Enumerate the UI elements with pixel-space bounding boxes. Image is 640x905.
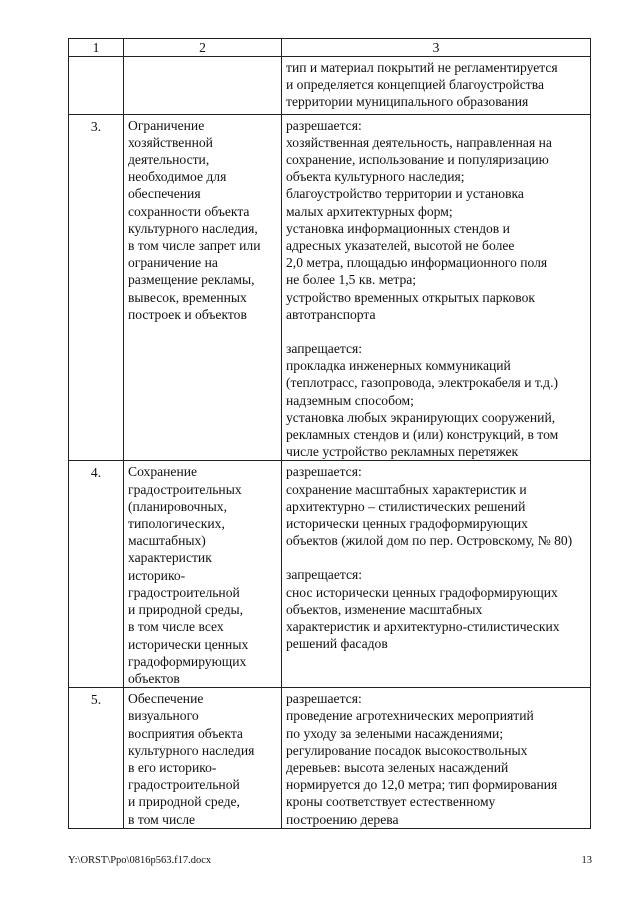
row-description-cell [282,688,591,829]
topic-line: построек и объектов [128,306,247,322]
topic-line: Сохранение [128,464,198,480]
desc-line: установка информационных стендов и [286,220,510,236]
topic-line: и природной среде, [128,794,240,810]
topic-line: масштабных) [128,533,206,549]
continuation-num-cell [69,57,124,115]
desc-line: объектов, изменение масштабных [286,601,483,617]
topic-line: размещение рекламы, [128,272,255,288]
desc-line: благоустройство территории и установка [286,186,524,202]
desc-line: территории муниципального образования [286,94,529,110]
row-number-cell: 3. [69,114,124,461]
topic-line: градостроительной [128,584,240,600]
desc-line: надземным способом; [286,392,414,408]
topic-line: Ограничение [128,117,205,133]
desc-line: установка любых экранирующих сооружений, [286,409,556,425]
header-row [69,39,591,57]
row-description-cell [282,114,591,461]
desc-line: устройство временных открытых парковок [286,289,535,305]
table-row [69,114,591,461]
topic-line: градостроительных [128,481,242,497]
desc-line: и определяется концепцией благоустройства [286,77,544,93]
desc-line: снос исторически ценных градоформирующих [286,584,558,600]
topic-line: необходимое для [128,169,227,185]
row-number-cell: 5. [69,688,124,829]
topic-line: в его историко- [128,759,217,775]
desc-line: кроны соответствует естественному [286,794,496,810]
desc-line: проведение агротехнических мероприятий [286,708,534,724]
desc-line: числе устройство рекламных перетяжек [286,444,519,460]
desc-line: решений фасадов [286,636,388,652]
table-row [69,688,591,829]
desc-line: малых архитектурных форм; [286,203,453,219]
row-topic-cell [124,688,282,829]
continuation-desc-cell [282,57,591,115]
desc-line: 2,0 метра, площадью информационного поля [286,255,548,271]
table-row [69,461,591,688]
row-description-cell [282,461,591,688]
topic-line: деятельности, [128,152,210,168]
topic-line: градоформирующих [128,653,247,669]
topic-line: объектов [128,670,180,686]
row-number-cell: 4. [69,461,124,688]
topic-line: в том числе всех [128,619,224,635]
desc-line: деревьев: высота зеленых насаждений [286,759,509,775]
topic-line: восприятия объекта [128,725,243,741]
desc-line: построению дерева [286,811,399,827]
topic-line: и природной среды, [128,602,244,618]
desc-line: объектов (жилой дом по пер. Островскому, № 80) [286,533,573,549]
footer-file-path: Y:\ORST\Ppo\0816p563.f17.docx [68,855,212,866]
header-cell-2: 2 [124,39,282,57]
desc-line: исторически ценных градоформирующих [286,516,528,532]
desc-line: запрещается: [286,567,363,583]
topic-line: типологических, [128,516,225,532]
desc-line: адресных указателей, высотой не более [286,238,515,254]
topic-line: визуального [128,708,199,724]
desc-line: сохранение, использование и популяризацию [286,152,549,168]
topic-line: историко- [128,567,186,583]
topic-line: градостроительной [128,777,240,793]
topic-line: культурного наследия, [128,220,258,236]
topic-line: вывесок, временных [128,289,247,305]
row-topic-cell [124,461,282,688]
header-cell-3: 3 [282,39,591,57]
topic-line: ограничение на [128,255,218,271]
topic-line: характеристик [128,550,212,566]
topic-line: исторически ценных [128,636,249,652]
topic-line: хозяйственной [128,134,213,150]
desc-line: (теплотрасс, газопровода, электрокабеля и т.д.) [286,375,559,391]
desc-line: разрешается: [286,691,362,707]
desc-line: тип и материал покрытий не регламентируется [286,60,558,75]
continuation-topic-cell [124,57,282,115]
regulations-table [68,38,591,829]
header-cell-1: 1 [69,39,124,57]
desc-line: прокладка инженерных коммуникаций [286,358,511,374]
topic-line: в том числе [128,811,196,827]
desc-line: рекламных стендов и (или) конструкций, в том [286,427,559,443]
desc-line: автотранспорта [286,306,376,322]
footer-page-number: 13 [581,855,592,866]
desc-line: архитектурно – стилистических решений [286,498,526,514]
desc-line: разрешается: [286,464,362,480]
topic-line: в том числе запрет или [128,238,261,254]
topic-line: (планировочных, [128,498,227,514]
desc-line: запрещается: [286,341,363,357]
desc-line: регулирование посадок высокоствольных [286,742,528,758]
topic-line: обеспечения [128,186,201,202]
desc-line: характеристик и архитектурно-стилистических [286,619,560,635]
desc-line: не более 1,5 кв. метра; [286,272,417,288]
topic-line: культурного наследия [128,742,255,758]
topic-line: Обеспечение [128,691,204,707]
paragraph-gap [286,549,586,566]
desc-line: по уходу за зелеными насаждениями; [286,725,504,741]
desc-line: объекта культурного наследия; [286,169,465,185]
desc-line: хозяйственная деятельность, направленная на [286,134,552,150]
desc-line: сохранение масштабных характеристик и [286,481,527,497]
paragraph-gap [286,323,586,340]
desc-line: нормируется до 12,0 метра; тип формирования [286,777,558,793]
desc-line: разрешается: [286,117,362,133]
continuation-row [69,57,591,115]
topic-line: сохранности объекта [128,203,250,219]
row-topic-cell [124,114,282,461]
